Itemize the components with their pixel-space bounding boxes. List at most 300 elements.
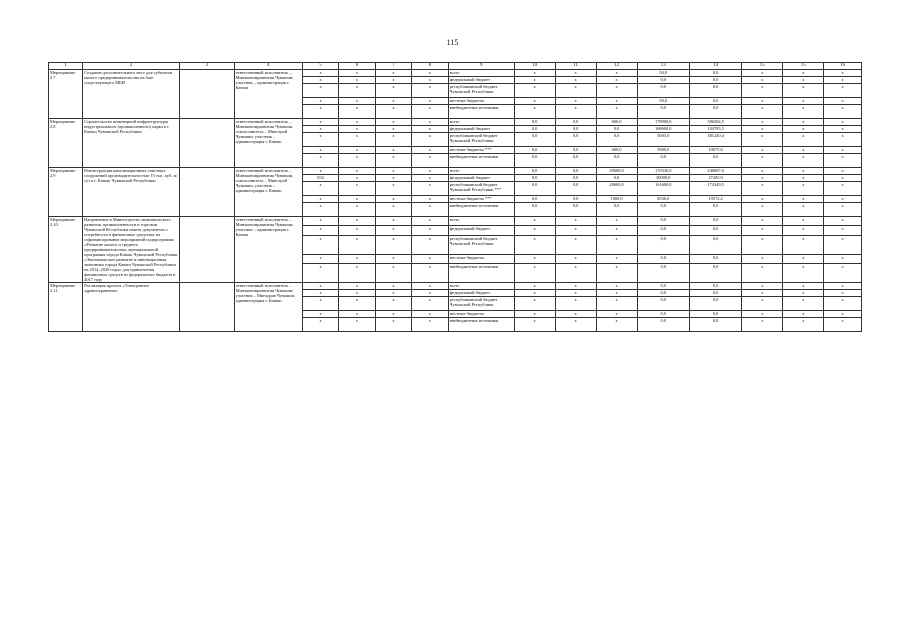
measure-responsible: ответственный исполнитель – Минэкономразвития Чувашии; участник – администрация г. Канаш <box>234 70 302 119</box>
value-cell: x <box>596 105 637 119</box>
value-cell: 0,0 <box>555 154 596 168</box>
value-cell: x <box>596 98 637 105</box>
measure-number: Мероприятие 2.11. <box>49 283 83 332</box>
table-row <box>49 217 862 226</box>
value-cell: x <box>824 264 862 283</box>
code-cell: x <box>375 84 411 98</box>
funding-source: республиканский бюджет Чувашской Республики <box>448 235 514 254</box>
header-cell: 13 <box>637 63 689 70</box>
code-cell: x <box>412 196 448 203</box>
value-cell: 0,0 <box>689 264 741 283</box>
value-cell: x <box>742 226 783 235</box>
code-cell: x <box>302 133 338 147</box>
value-cell: 586504,5 <box>689 119 741 126</box>
funding-source: всего <box>448 283 514 290</box>
value-cell: x <box>596 254 637 263</box>
code-cell: x <box>375 235 411 254</box>
code-cell: x <box>302 264 338 283</box>
value-cell: x <box>555 70 596 77</box>
code-cell: x <box>412 182 448 196</box>
code-cell: x <box>375 290 411 297</box>
value-cell: 0,0 <box>637 235 689 254</box>
table-row <box>49 168 862 175</box>
value-cell: x <box>783 77 824 84</box>
value-cell: x <box>742 182 783 196</box>
value-cell: x <box>596 70 637 77</box>
code-cell: x <box>412 203 448 217</box>
code-cell: x <box>375 133 411 147</box>
value-cell: x <box>783 203 824 217</box>
value-cell: x <box>783 254 824 263</box>
value-cell: x <box>824 126 862 133</box>
value-cell: 0,0 <box>555 133 596 147</box>
code-cell: x <box>375 264 411 283</box>
measure-empty-cell <box>179 283 234 332</box>
value-cell: 0,0 <box>689 283 741 290</box>
value-cell: x <box>783 98 824 105</box>
funding-source: республиканский бюджет Чувашской Республики <box>448 84 514 98</box>
value-cell: x <box>514 70 555 77</box>
header-cell: 6 <box>339 63 375 70</box>
value-cell: x <box>555 84 596 98</box>
code-cell: x <box>302 290 338 297</box>
value-cell: 600,0 <box>596 119 637 126</box>
code-cell: x <box>339 226 375 235</box>
value-cell: 0,0 <box>637 254 689 263</box>
value-cell: x <box>514 311 555 318</box>
header-cell: 2 <box>83 63 180 70</box>
code-cell: x <box>412 318 448 332</box>
code-cell: x <box>375 168 411 175</box>
header-cell: 15 <box>742 63 783 70</box>
funding-source: всего <box>448 168 514 175</box>
code-cell: x <box>375 254 411 263</box>
code-cell: x <box>412 98 448 105</box>
value-cell: x <box>742 84 783 98</box>
code-cell: x <box>339 70 375 77</box>
value-cell: x <box>555 217 596 226</box>
header-cell: 1 <box>49 63 83 70</box>
funding-source: местные бюджеты <box>448 254 514 263</box>
value-cell: x <box>596 297 637 311</box>
value-cell: 0,0 <box>555 175 596 182</box>
code-cell: x <box>412 217 448 226</box>
value-cell: x <box>783 168 824 175</box>
header-cell: 15 <box>783 63 824 70</box>
value-cell: 161600,0 <box>637 182 689 196</box>
value-cell: 0,0 <box>637 217 689 226</box>
value-cell: 0,0 <box>596 154 637 168</box>
value-cell: 170336,0 <box>637 168 689 175</box>
value-cell: x <box>514 290 555 297</box>
value-cell: x <box>783 105 824 119</box>
value-cell: x <box>596 290 637 297</box>
value-cell: 600,0 <box>596 147 637 154</box>
table-row <box>49 119 862 126</box>
code-cell: x <box>412 147 448 154</box>
value-cell: 8536,0 <box>637 196 689 203</box>
value-cell: 27285,9 <box>689 175 741 182</box>
value-cell: 0,0 <box>514 168 555 175</box>
value-cell: 0,0 <box>637 84 689 98</box>
measure-number: Мероприятие 2.10. <box>49 217 83 283</box>
value-cell: x <box>596 84 637 98</box>
value-cell: x <box>783 290 824 297</box>
value-cell: 5003,0 <box>637 133 689 147</box>
funding-source: внебюджетные источники <box>448 105 514 119</box>
value-cell: x <box>783 175 824 182</box>
header-cell: 3 <box>179 63 234 70</box>
funding-source: местные бюджеты <box>448 311 514 318</box>
code-cell: x <box>339 98 375 105</box>
code-cell: x <box>412 235 448 254</box>
value-cell: x <box>555 283 596 290</box>
code-cell: x <box>339 196 375 203</box>
value-cell: x <box>824 119 862 126</box>
value-cell: 174349,5 <box>689 182 741 196</box>
value-cell: x <box>514 217 555 226</box>
code-cell: x <box>302 182 338 196</box>
code-cell: x <box>412 105 448 119</box>
value-cell: 0,0 <box>689 105 741 119</box>
code-cell: x <box>375 154 411 168</box>
value-cell: 0,0 <box>514 147 555 154</box>
measure-title: Реализация проекта «Электронное здравоохранение» <box>83 283 180 332</box>
code-cell: x <box>339 84 375 98</box>
value-cell: x <box>824 70 862 77</box>
value-cell: x <box>596 235 637 254</box>
value-cell: x <box>824 182 862 196</box>
value-cell: 0,0 <box>514 203 555 217</box>
value-cell: x <box>742 119 783 126</box>
code-cell: x <box>375 126 411 133</box>
code-cell: x <box>375 318 411 332</box>
header-row <box>49 63 862 70</box>
value-cell: x <box>783 196 824 203</box>
measure-title: Строительство инженерной инфраструктуры индустриального (промышленного) парка в г. Канаш Чувашской Республики <box>83 119 180 168</box>
code-cell: x <box>412 77 448 84</box>
value-cell: x <box>824 98 862 105</box>
code-cell: x <box>339 175 375 182</box>
code-cell: x <box>339 119 375 126</box>
value-cell: x <box>742 264 783 283</box>
value-cell: x <box>742 98 783 105</box>
funding-source: внебюджетные источники <box>448 264 514 283</box>
funding-source: всего <box>448 217 514 226</box>
value-cell: 28600,0 <box>596 182 637 196</box>
code-cell: x <box>302 235 338 254</box>
code-cell: x <box>412 311 448 318</box>
value-cell: 0,0 <box>689 297 741 311</box>
value-cell: x <box>555 105 596 119</box>
value-cell: x <box>742 168 783 175</box>
code-cell: x <box>302 226 338 235</box>
value-cell: x <box>824 175 862 182</box>
code-cell: x <box>339 290 375 297</box>
value-cell: 0,0 <box>689 84 741 98</box>
measure-title: Реконструкция канализационных очистных сооружений производительностью 15 тыс. куб. м/сут в г. Канаш Чувашской Республики <box>83 168 180 217</box>
value-cell: x <box>742 318 783 332</box>
code-cell: x <box>375 98 411 105</box>
value-cell: 30000,0 <box>637 175 689 182</box>
measure-number: Мероприятие 2.7 <box>49 70 83 119</box>
value-cell: x <box>514 98 555 105</box>
value-cell: x <box>596 311 637 318</box>
header-cell: 8 <box>412 63 448 70</box>
value-cell: x <box>783 283 824 290</box>
value-cell: x <box>742 105 783 119</box>
value-cell: 0,0 <box>637 154 689 168</box>
value-cell: 0,0 <box>514 119 555 126</box>
code-cell: x <box>339 147 375 154</box>
code-cell: x <box>339 217 375 226</box>
value-cell: 0,0 <box>689 203 741 217</box>
measure-title: Направление в Министерство экономического развития, промышленности и торговли Чувашской Республики пакета документов о потребности в финансовых средствах на софинансирование мероприятий подпрограммы «Развитие малого и среднего предпринимательства» муниципальной программы города Канаш Чувашской Республики «Экономическое развитие и инновационная экономика города Канаш Чувашской Республики на 2014–2020 годы» для привлечения финансовых средств из федерального бюджета в 2017 году <box>83 217 180 283</box>
code-cell: x <box>339 105 375 119</box>
value-cell: x <box>742 235 783 254</box>
code-cell: x <box>412 283 448 290</box>
code-cell: x <box>412 297 448 311</box>
code-cell: x <box>412 254 448 263</box>
header-cell: 11 <box>555 63 596 70</box>
value-cell: x <box>742 77 783 84</box>
value-cell: x <box>824 133 862 147</box>
page-number: 115 <box>446 38 459 47</box>
header-cell: 12 <box>596 63 637 70</box>
value-cell: x <box>555 254 596 263</box>
code-cell: x <box>339 154 375 168</box>
value-cell: x <box>514 264 555 283</box>
value-cell: 0,0 <box>596 203 637 217</box>
header-cell: 5 <box>302 63 338 70</box>
code-cell: x <box>302 254 338 263</box>
code-cell: x <box>375 105 411 119</box>
value-cell: 0,0 <box>689 311 741 318</box>
value-cell: x <box>514 77 555 84</box>
funding-source: федеральный бюджет <box>448 126 514 133</box>
value-cell: 0,0 <box>555 168 596 175</box>
code-cell: x <box>302 126 338 133</box>
value-cell: x <box>514 226 555 235</box>
value-cell: 0,0 <box>637 226 689 235</box>
value-cell: x <box>514 84 555 98</box>
measure-number: Мероприятие 2.8 <box>49 119 83 168</box>
value-cell: x <box>824 196 862 203</box>
value-cell: x <box>742 147 783 154</box>
code-cell: x <box>302 283 338 290</box>
value-cell: 0,0 <box>514 126 555 133</box>
code-cell: x <box>412 264 448 283</box>
funding-source: всего <box>448 119 514 126</box>
funding-source: местные бюджеты *** <box>448 196 514 203</box>
value-cell: x <box>824 154 862 168</box>
funding-source: федеральный бюджет <box>448 226 514 235</box>
value-cell: x <box>596 318 637 332</box>
value-cell: x <box>824 147 862 154</box>
code-cell: x <box>375 182 411 196</box>
value-cell: x <box>824 283 862 290</box>
value-cell: x <box>824 254 862 263</box>
funding-source: республиканский бюджет Чувашской Республики *** <box>448 182 514 196</box>
value-cell: 0,0 <box>637 283 689 290</box>
code-cell: x <box>375 217 411 226</box>
value-cell: 50,0 <box>637 98 689 105</box>
funding-source: внебюджетные источники <box>448 154 514 168</box>
code-cell: x <box>412 133 448 147</box>
value-cell: 0,0 <box>689 290 741 297</box>
funding-source: республиканский бюджет Чувашской Республики <box>448 133 514 147</box>
value-cell: 381240,4 <box>689 133 741 147</box>
code-cell: x <box>339 203 375 217</box>
value-cell: 1000,0 <box>596 196 637 203</box>
value-cell: 0,0 <box>689 254 741 263</box>
measure-empty-cell <box>179 217 234 283</box>
code-cell: x <box>302 168 338 175</box>
code-cell: x <box>339 77 375 84</box>
value-cell: x <box>555 235 596 254</box>
value-cell: x <box>783 235 824 254</box>
code-cell: x <box>339 235 375 254</box>
header-cell: 16 <box>824 63 862 70</box>
code-cell: x <box>339 318 375 332</box>
value-cell: x <box>824 84 862 98</box>
value-cell: x <box>514 235 555 254</box>
value-cell: x <box>514 105 555 119</box>
value-cell: x <box>596 77 637 84</box>
value-cell: 0,0 <box>596 175 637 182</box>
value-cell: 50,0 <box>637 70 689 77</box>
code-cell: x <box>412 70 448 77</box>
value-cell: x <box>742 254 783 263</box>
value-cell: x <box>555 77 596 84</box>
code-cell: x <box>339 126 375 133</box>
code-cell: x <box>412 126 448 133</box>
funding-source: всего <box>448 70 514 77</box>
table-row <box>49 283 862 290</box>
value-cell: 0,0 <box>555 196 596 203</box>
code-cell: x <box>302 196 338 203</box>
code-cell: x <box>302 77 338 84</box>
code-cell: x <box>302 318 338 332</box>
value-cell: 194705,5 <box>689 126 741 133</box>
code-cell: x <box>375 283 411 290</box>
value-cell: 0,0 <box>555 203 596 217</box>
value-cell: x <box>514 297 555 311</box>
code-cell: x <box>412 290 448 297</box>
value-cell: 0,0 <box>689 235 741 254</box>
code-cell: x <box>302 147 338 154</box>
value-cell: 0,0 <box>514 154 555 168</box>
value-cell: 0,0 <box>689 70 741 77</box>
value-cell: 0,0 <box>555 126 596 133</box>
funding-source: внебюджетные источники <box>448 203 514 217</box>
value-cell: 0,0 <box>689 154 741 168</box>
value-cell: x <box>742 154 783 168</box>
code-cell: x <box>302 203 338 217</box>
value-cell: 0,0 <box>555 147 596 154</box>
value-cell: 178900,0 <box>637 119 689 126</box>
measure-responsible: ответственный исполнитель – Минэкономразвития Чувашии; участник – администрация г. Канаш <box>234 217 302 283</box>
header-cell: 4 <box>234 63 302 70</box>
code-cell: x <box>302 105 338 119</box>
value-cell: 0,0 <box>637 311 689 318</box>
code-cell: x <box>412 175 448 182</box>
code-cell: x <box>375 311 411 318</box>
value-cell: x <box>514 283 555 290</box>
value-cell: 10675,6 <box>689 147 741 154</box>
code-cell: x <box>375 196 411 203</box>
measure-empty-cell <box>179 70 234 119</box>
code-cell: x <box>339 168 375 175</box>
funding-source: внебюджетные источники <box>448 318 514 332</box>
value-cell: x <box>824 290 862 297</box>
code-cell: x <box>302 98 338 105</box>
value-cell: x <box>742 217 783 226</box>
value-cell: x <box>742 203 783 217</box>
value-cell: x <box>742 175 783 182</box>
value-cell: x <box>742 133 783 147</box>
value-cell: x <box>555 264 596 283</box>
code-cell: x <box>375 119 411 126</box>
value-cell: x <box>783 84 824 98</box>
value-cell: x <box>824 226 862 235</box>
code-cell: x <box>339 254 375 263</box>
value-cell: x <box>783 147 824 154</box>
value-cell: x <box>555 226 596 235</box>
measure-title: Создание дополнительного мест для субъектов малого предпринимательства на базе существующего МБИ <box>83 70 180 119</box>
value-cell: x <box>783 264 824 283</box>
measure-number: Мероприятие 2.9 <box>49 168 83 217</box>
value-cell: 0,0 <box>637 77 689 84</box>
value-cell: x <box>824 297 862 311</box>
code-cell: x <box>375 147 411 154</box>
code-cell: x <box>339 311 375 318</box>
value-cell: x <box>596 217 637 226</box>
value-cell: 0,0 <box>637 297 689 311</box>
value-cell: x <box>742 297 783 311</box>
code-cell: x <box>339 297 375 311</box>
value-cell: x <box>783 119 824 126</box>
value-cell: x <box>783 133 824 147</box>
code-cell: x <box>412 226 448 235</box>
value-cell: 0,0 <box>637 105 689 119</box>
measure-responsible: ответственный исполнитель – Минэкономразвития Чувашии, соисполнитель – Минстрой Чувашии, участник – администрация г. Канаш <box>234 119 302 168</box>
code-cell: x <box>302 311 338 318</box>
value-cell: x <box>742 70 783 77</box>
measures-table <box>48 62 862 332</box>
funding-source: местные бюджеты *** <box>448 147 514 154</box>
funding-source: федеральный бюджет <box>448 175 514 182</box>
value-cell: x <box>783 182 824 196</box>
value-cell: x <box>742 126 783 133</box>
value-cell: x <box>555 311 596 318</box>
value-cell: x <box>596 264 637 283</box>
value-cell: 0,0 <box>555 119 596 126</box>
value-cell: x <box>824 105 862 119</box>
code-cell: x <box>302 70 338 77</box>
value-cell: x <box>824 311 862 318</box>
value-cell: x <box>783 217 824 226</box>
value-cell: x <box>555 297 596 311</box>
value-cell: x <box>824 318 862 332</box>
value-cell: 0,0 <box>514 182 555 196</box>
value-cell: 0,0 <box>689 217 741 226</box>
value-cell: 0,0 <box>689 226 741 235</box>
code-cell: x <box>302 297 338 311</box>
code-cell: x <box>375 77 411 84</box>
value-cell: x <box>824 77 862 84</box>
value-cell: 5900,0 <box>637 147 689 154</box>
